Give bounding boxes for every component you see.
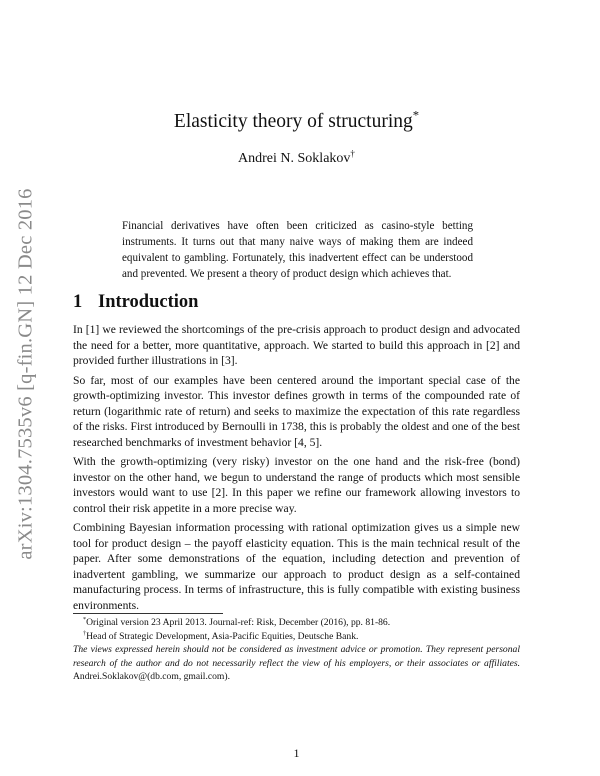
disclaimer: The views expressed herein should not be considered as investment advice or promotion. They represent personal research of the author and do not necessarily reflect the view of his employers, or their associates or affiliates. Andrei.Soklakov@(db.com, gmail.com). bbox=[73, 644, 520, 683]
footnotes bbox=[73, 616, 520, 684]
footnote-rule bbox=[73, 613, 223, 614]
paragraph: With the growth-optimizing (very risky) investor on the one hand and the risk-free (bond) investor on the other hand, we begun to understand the range of products which most sensible investors would want to use [2]. In this paper we refine our framework allowing investors to control their risk appetite in a more precise way. bbox=[73, 455, 520, 515]
paragraph: Combining Bayesian information processing with rational optimization gives us a simple new tool for product design – the payoff elasticity equation. This is the main technical result of the paper. After some demonstrations of the equation, including detection and prevention of inadvertent gambling, we summarize our approach to product design as a self-contained manufacturing process. In terms of infrastructure, this is fully compatible with existing business environments. bbox=[73, 521, 520, 612]
arxiv-id: arXiv:1304.7535v6 [q-fin.GN] 12 Dec 2016 bbox=[14, 188, 37, 560]
arxiv-stamp bbox=[8, 178, 44, 570]
section-heading bbox=[73, 292, 198, 313]
section-title: Introduction bbox=[98, 292, 199, 312]
author-email: Andrei.Soklakov@(db.com, gmail.com). bbox=[73, 671, 230, 683]
paragraph: So far, most of our examples have been centered around the important special case of the growth-optimizing investor. This investor defines growth in terms of the compounded rate of return (logarithmic rate of return) and seeks to maximize the expectation of this rate regardless of the risks. First introduced by Bernoulli in 1738, this is probably the oldest and one of the best researched benchmarks of investment behavior [4, 5]. bbox=[73, 373, 520, 449]
author-footnote-mark: † bbox=[350, 148, 355, 159]
footnote-2: †Head of Strategic Development, Asia-Pacific Equities, Deutsche Bank. bbox=[83, 629, 359, 642]
paper-title: Elasticity theory of structuring* bbox=[173, 108, 420, 132]
title-footnote-mark: * bbox=[412, 108, 420, 123]
footnote-1: *Original version 23 April 2013. Journal-ref: Risk, December (2016), pp. 81-86. bbox=[83, 615, 391, 628]
author-name: Andrei N. Soklakov† bbox=[238, 148, 355, 166]
body-text bbox=[73, 322, 520, 617]
page-number: 1 bbox=[293, 746, 300, 760]
section-number: 1 bbox=[73, 292, 83, 312]
abstract: Financial derivatives have often been criticized as casino-style betting instruments. It turns out that many naive ways of making them are indeed equivalent to gambling. Fortunately, this inadvertent effect can be understood and prevented. We present a theory of product design which achieves that. bbox=[122, 220, 473, 280]
paragraph: In [1] we reviewed the shortcomings of the pre-crisis approach to product design and advocated the need for a better, more quantitative, approach. We started to build this approach in [2] and provided further illustrations in [3]. bbox=[73, 323, 520, 367]
